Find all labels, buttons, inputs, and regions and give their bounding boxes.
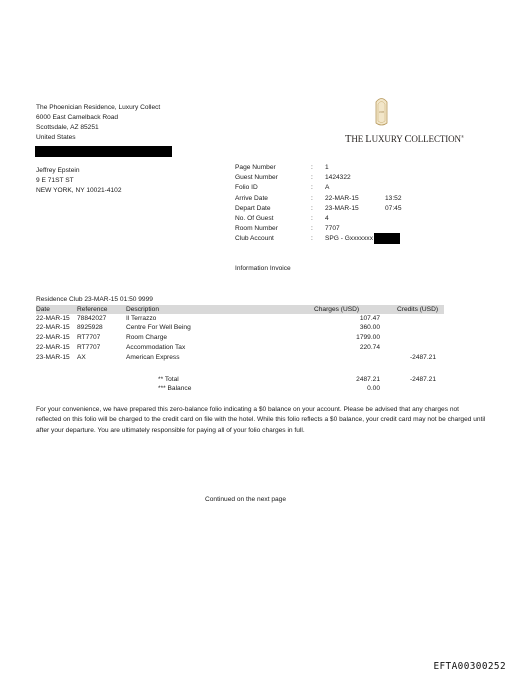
cell-description: Centre For Well Being (126, 324, 191, 332)
wordmark-t: T (345, 134, 352, 145)
balance-value: 0.00 (367, 385, 380, 393)
folio-row (235, 205, 475, 215)
cell-date: 22-MAR-15 (36, 324, 70, 332)
guest-name: Jeffrey Epstein (36, 167, 80, 174)
crest-text: 1933 (378, 111, 384, 114)
cell-reference: 78842027 (77, 314, 107, 322)
folio-colon: : (311, 235, 313, 243)
table-row (36, 353, 444, 363)
hotel-country: United States (36, 134, 76, 141)
folio-row (235, 174, 475, 184)
guest-street: 9 E 71ST ST (36, 177, 74, 184)
wordmark-uxury: UXURY (371, 134, 403, 144)
folio-colon: : (311, 214, 313, 222)
continued-note: Continued on the next page (205, 496, 287, 503)
header-charges: Charges (USD) (314, 305, 360, 313)
guest-address (36, 167, 122, 197)
folio-row (235, 235, 475, 245)
folio-value: 4 (325, 214, 329, 222)
header-date: Date (36, 305, 50, 313)
header-description: Description (126, 305, 159, 313)
cell-description: American Express (126, 353, 180, 361)
charges-table (36, 305, 444, 363)
cell-reference: AX (77, 353, 86, 361)
table-row (36, 343, 444, 353)
cell-reference: 8925928 (77, 324, 103, 332)
folio-colon: : (311, 164, 313, 171)
folio-row (235, 164, 475, 174)
cell-date: 23-MAR-15 (36, 353, 70, 361)
folio-time: 13:52 (385, 194, 402, 202)
crest-icon (375, 96, 388, 126)
table-row (36, 324, 444, 334)
table-header (36, 305, 444, 314)
totals-block (36, 375, 444, 395)
folio-value: 1424322 (325, 174, 351, 182)
folio-colon: : (311, 174, 313, 182)
header-reference: Reference (77, 305, 108, 313)
folio-value: 22-MAR-15 (325, 194, 359, 202)
guest-city: NEW YORK, NY 10021-4102 (36, 187, 122, 194)
hotel-name: The Phoenician Residence, Luxury Collect (36, 104, 161, 111)
cell-reference: RT7707 (77, 343, 101, 351)
table-row (36, 314, 444, 324)
total-charges: 2487.21 (356, 375, 380, 383)
folio-label: Room Number (235, 225, 278, 233)
folio-label: Page Number (235, 164, 276, 171)
cell-charges: 1799.00 (356, 334, 380, 342)
wordmark-c: C (404, 134, 412, 145)
document-id: EFTA00300252 (433, 661, 506, 672)
logo-wordmark (345, 133, 464, 146)
cell-charges: 220.74 (359, 343, 380, 351)
cell-date: 22-MAR-15 (36, 343, 70, 351)
folio-row (235, 184, 475, 194)
total-label: ** Total (158, 375, 179, 383)
cell-credits: -2487.21 (409, 353, 436, 361)
wordmark-l: L (365, 134, 372, 145)
folio-label: Depart Date (235, 204, 271, 212)
wordmark-ollection: OLLECTION (411, 134, 461, 144)
zero-balance-notice: For your convenience, we have prepared this zero-balance folio indicating a $0 balance on your account. Please be advised that any charges not reflected on this folio will be charged to the credit card on file with the hotel. While this folio reflects a $0 balance, your credit card may not be charged until after your departure. You are ultimately responsible for paying all of your folio charges in full. (36, 406, 486, 434)
balance-label: *** Balance (158, 385, 192, 393)
cell-charges: 107.47 (359, 314, 380, 322)
folio-colon: : (311, 225, 313, 233)
folio-colon: : (311, 184, 313, 192)
folio-label: Arrive Date (235, 194, 268, 202)
folio-row (235, 225, 475, 235)
folio-value: 1 (325, 164, 329, 171)
cell-reference: RT7707 (77, 334, 101, 342)
folio-value: 23-MAR-15 (325, 204, 359, 212)
wordmark-he: HE (351, 134, 364, 144)
folio-label: No. Of Guest (235, 214, 274, 222)
folio-colon: : (311, 194, 313, 202)
folio-label: Folio ID (235, 184, 258, 192)
header-credits: Credits (USD) (397, 305, 439, 313)
cell-description: Il Terrazzo (126, 314, 157, 322)
hotel-address (36, 104, 160, 144)
folio-value: A (325, 184, 330, 192)
hotel-city: Scottsdale, AZ 85251 (36, 124, 99, 131)
invoice-title: Information Invoice (235, 265, 291, 272)
folio-value: SPG - Gxxxxxxx (325, 235, 373, 243)
wordmark-registered: ® (460, 134, 464, 139)
folio-details (235, 164, 475, 246)
balance-row (36, 385, 444, 395)
total-credits: -2487.21 (409, 375, 436, 383)
total-row (36, 375, 444, 385)
folio-label: Guest Number (235, 174, 278, 182)
folio-row (235, 215, 475, 225)
redaction-bar (35, 146, 172, 157)
folio-value: 7707 (325, 225, 340, 233)
folio-time: 07:45 (385, 204, 402, 212)
table-row (36, 334, 444, 344)
cell-description: Room Charge (126, 334, 168, 342)
luxury-collection-logo (345, 96, 464, 146)
cell-date: 22-MAR-15 (36, 314, 70, 322)
cell-charges: 360.00 (359, 324, 380, 332)
residence-club-line: Residence Club 23-MAR-15 01:50 9999 (36, 296, 153, 303)
cell-date: 22-MAR-15 (36, 334, 70, 342)
hotel-street: 6000 East Camelback Road (36, 114, 119, 121)
folio-row (235, 195, 475, 205)
cell-description: Accommodation Tax (126, 343, 186, 351)
folio-label: Club Account (235, 235, 274, 243)
folio-colon: : (311, 204, 313, 212)
